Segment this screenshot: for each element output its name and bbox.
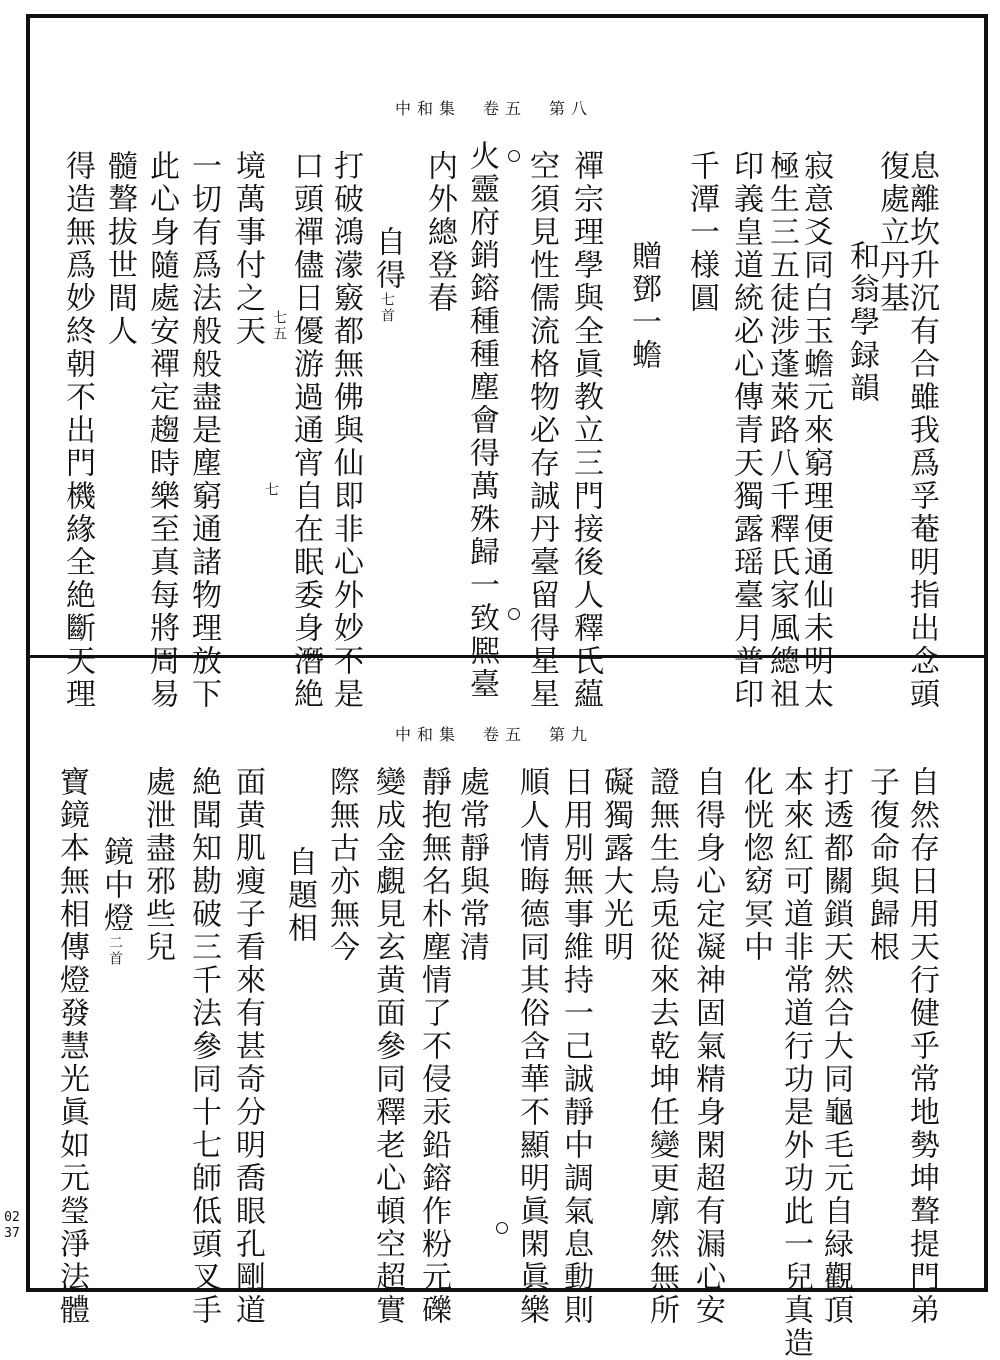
bottom-col-7: 證無生烏兎從來去乾坤任變更廓然無所: [644, 766, 679, 1327]
bottom-col-1: 自然存日用天行健乎常地勢坤聱提門弟: [904, 766, 939, 1327]
bottom-col-9: 日用別無事維持一己誠靜中調氣息動則: [558, 766, 593, 1327]
bottom-col-17: 絶聞知勘破三千法參同十七師低頭叉手: [186, 766, 221, 1327]
poem-title: 自得: [370, 226, 405, 292]
top-col-4: 寂意爻同白玉蟾元來窮理便通仙未明太: [798, 150, 833, 711]
bottom-col-20: 寶鏡本無相傳燈發慧光眞如元瑩淨法體: [54, 766, 89, 1327]
top-col-1: 息離坎升沉有合雖我爲孚菴明指出念頭: [904, 150, 939, 711]
bottom-col-4: 本來紅可道非常道行功是外功此一兒真造: [778, 766, 813, 1360]
top-col-10: 空須見性儒流格物必存誠丹臺留得星星: [524, 150, 559, 711]
margin-note: 七: [263, 482, 279, 498]
punctuation-circle: [508, 150, 520, 162]
top-col-9: 禪宗理學與全眞教立三門接後人釋氏藴: [568, 150, 603, 711]
top-col-14: 打破鴻濛竅都無佛與仙即非心外妙不是: [328, 150, 363, 711]
page-number: 0237: [4, 1210, 20, 1241]
top-col-12: 内外總登春: [422, 150, 457, 315]
bottom-col-3: 打透都關鎖天然合大同龜毛元自緑觀頂: [818, 766, 853, 1327]
top-col-18: 此心身隨處安禪定趨時樂至真每將周易: [144, 150, 179, 711]
top-col-11: 火靈府銷鎔種種塵會得萬殊歸一致熈臺: [464, 140, 499, 701]
top-col-2: 復處立丹基: [874, 150, 909, 315]
top-col-16: 境萬事付之天: [230, 150, 265, 348]
top-col-20: 得造無爲妙終朝不出門機緣全絶斷天理: [60, 150, 95, 711]
bottom-col-16: 面黄肌瘦子看來有甚奇分明喬眼孔剛道: [230, 766, 265, 1327]
punctuation-circle: [508, 608, 520, 620]
bottom-col-15-poem-title: 自題相: [282, 846, 317, 945]
top-col-19: 髓聱拔世間人: [102, 150, 137, 348]
top-col-8-poem-title: 贈鄧一蟾: [626, 240, 661, 372]
bottom-col-6: 自得身心定凝神固氣精身閑超有漏心安: [690, 766, 725, 1327]
bottom-col-10: 順人情晦德同其俗含華不顯明眞閑眞樂: [514, 766, 549, 1327]
poem-title: 鏡中燈: [98, 836, 133, 935]
punctuation-circle: [496, 1222, 508, 1234]
top-col-3-poem-title: 和翁學録韻: [844, 240, 879, 405]
top-col-6: 印義皇道統必心傳青天獨露瑶臺月普印: [728, 150, 763, 711]
margin-note: 七五: [271, 310, 287, 342]
bottom-col-13: 變成金覷見玄黄面參同釋老心頓空超實: [370, 766, 405, 1327]
bottom-col-12: 靜抱無名朴塵情了不侵汞鉛鎔作粉元礫: [416, 766, 451, 1327]
poem-count-note: 二首: [107, 935, 123, 967]
top-col-7: 千潭一様圓: [684, 150, 719, 315]
top-col-13-poem-title: [370, 226, 405, 324]
bottom-col-2: 子復命與歸根: [864, 766, 899, 964]
top-col-5: 極生三五徒涉蓬萊路八千釋氏家風總祖: [764, 150, 799, 711]
bottom-col-18: 處泄盡邪些兒: [140, 766, 175, 964]
bottom-col-11: 處常靜與常清: [454, 766, 489, 964]
top-col-17: 一切有爲法般般盡是塵窮通諸物理放下: [186, 150, 221, 711]
bottom-col-8: 礙獨露大光明: [598, 766, 633, 964]
top-page-header: 中和集 卷五 第八: [395, 99, 594, 118]
poem-count-note: 七首: [379, 292, 395, 324]
bottom-col-5: 化恍惚窈冥中: [738, 766, 773, 964]
bottom-col-14: 際無古亦無今: [324, 766, 359, 964]
top-col-15: 口頭禪儘日優游過通宵自在眠委身潛絶: [288, 150, 323, 711]
bottom-col-19-poem-title: [98, 836, 133, 967]
bottom-page-header: 中和集 卷五 第九: [395, 725, 594, 744]
